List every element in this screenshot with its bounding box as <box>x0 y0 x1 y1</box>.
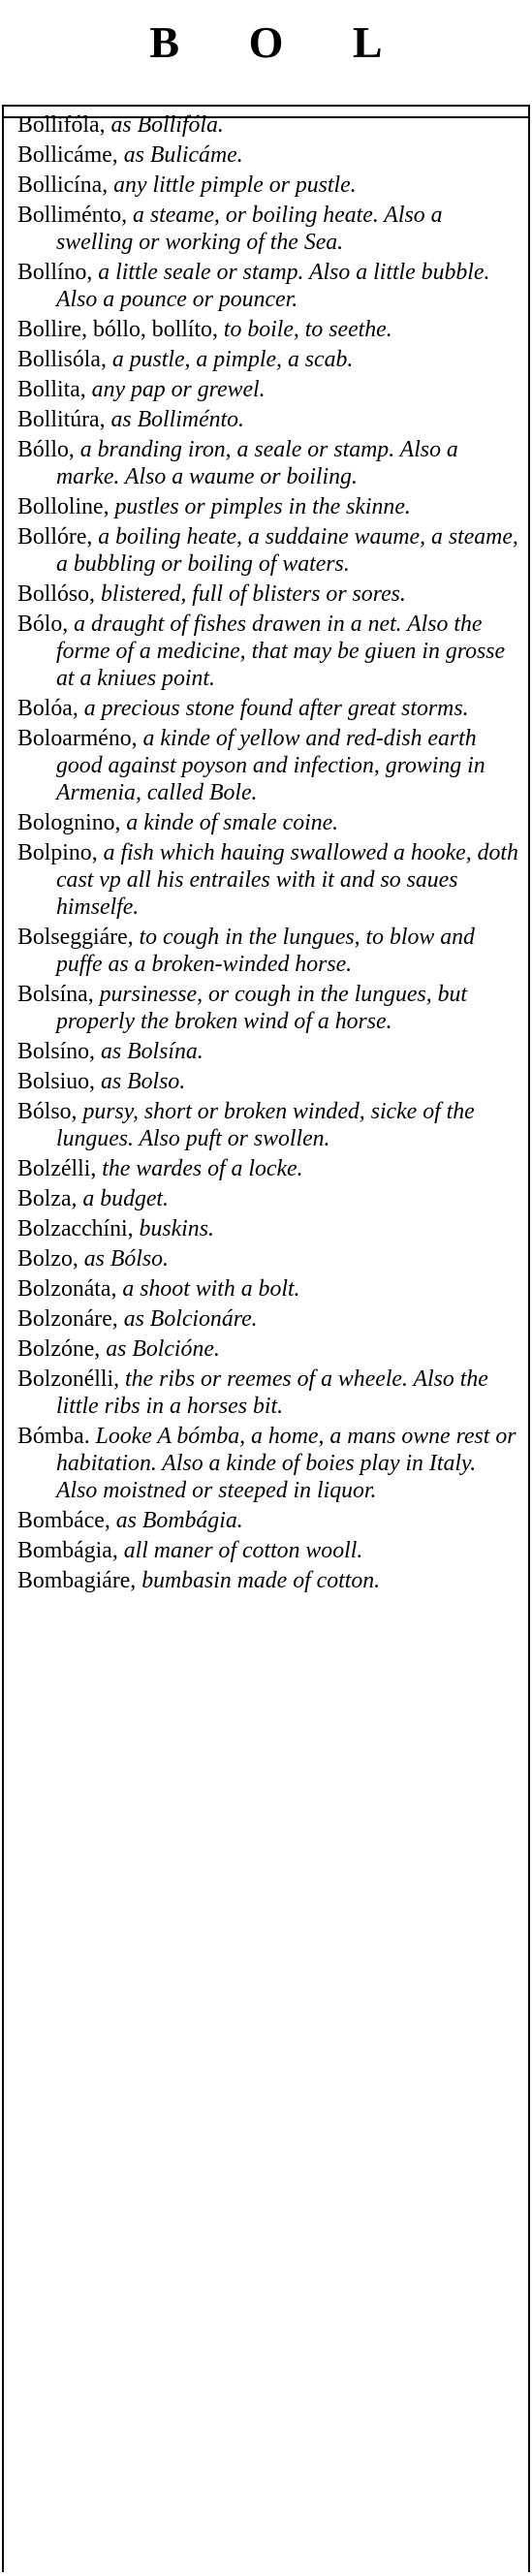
entry-definition: a shoot with a bolt. <box>116 1276 300 1302</box>
entry-definition: all maner of cotton wooll. <box>117 1538 363 1563</box>
entry-headword: Bollisóla, <box>17 347 107 372</box>
entry-headword: Bombágia, <box>17 1538 118 1563</box>
entry-headword: Bollóso, <box>17 581 96 607</box>
entry-definition: a pustle, a pimple, a scab. <box>106 347 354 372</box>
entry-definition: to cough in the lungues, to blow and puffe as a broken-winded horse. <box>56 925 475 977</box>
entry-headword: Bolzélli, <box>17 1156 97 1181</box>
dictionary-entry <box>17 695 518 722</box>
dictionary-entry <box>17 981 518 1035</box>
dictionary-entry <box>17 1305 518 1333</box>
entry-headword: Boloarméno, <box>17 726 138 751</box>
entry-headword: Bolliménto, <box>17 203 128 228</box>
dictionary-entry <box>17 1215 518 1242</box>
dictionary-entry <box>17 1038 518 1065</box>
entry-definition: pustles or pimples in the skinne. <box>109 494 411 519</box>
entry-headword: Bollitúra, <box>17 407 106 432</box>
dictionary-entry <box>17 376 518 403</box>
dictionary-entry <box>17 259 518 313</box>
entry-definition: as Bombágia. <box>110 1508 243 1533</box>
entry-headword: Bollicína, <box>17 173 109 198</box>
dictionary-entry <box>17 611 518 692</box>
entry-headword: Bolsíno, <box>17 1039 96 1064</box>
entry-headword: Bolzóne, <box>17 1336 101 1362</box>
entry-definition: as Bollifóla. <box>105 112 224 138</box>
entry-definition: as Bólso. <box>78 1246 170 1272</box>
entry-headword: Bolóa, <box>17 696 78 721</box>
entry-headword: Bollire, bóllo, bollíto, <box>17 317 218 342</box>
dictionary-entry <box>17 436 518 490</box>
dictionary-entry <box>17 346 518 373</box>
entry-headword: Bollóre, <box>17 524 93 550</box>
entry-definition: to boile, to seethe. <box>217 317 392 342</box>
entry-headword: Bollíno, <box>17 260 93 285</box>
dictionary-entry <box>17 1366 518 1420</box>
entry-definition: a steame, or boiling heate. Also a swelling or working of the Sea. <box>56 203 443 255</box>
entry-headword: Bolsína, <box>17 982 94 1007</box>
entry-definition: a kinde of yellow and red-dish earth good against poyson and infection, growing in Armenia, called Bole. <box>56 726 485 805</box>
dictionary-entry <box>17 523 518 578</box>
dictionary-entry <box>17 1185 518 1212</box>
entry-definition: a precious stone found after great storms. <box>78 696 469 721</box>
entry-definition: buskins. <box>133 1216 214 1241</box>
entry-definition: as Bolso. <box>95 1069 186 1094</box>
entry-headword: Bollifóla, <box>17 112 106 138</box>
entry-headword: Bollita, <box>17 377 86 402</box>
dictionary-entry <box>17 493 518 520</box>
entry-definition: as Bolcionáre. <box>117 1306 258 1332</box>
entry-definition: bumbasin made of cotton. <box>136 1568 381 1593</box>
dictionary-entry <box>17 202 518 256</box>
dictionary-entry <box>17 725 518 806</box>
entry-definition: the wardes of a locke. <box>96 1156 303 1181</box>
entry-definition: Looke A bómba, a home, a mans owne rest or habitation. Also a kinde of boies play in Italy. Also moistned or steeped in liquor. <box>56 1424 516 1503</box>
entry-headword: Bólso, <box>17 1099 78 1124</box>
entry-headword: Bolognino, <box>17 810 121 835</box>
dictionary-entry <box>17 1245 518 1272</box>
dictionary-entry <box>17 1567 518 1594</box>
entry-headword: Bombáce, <box>17 1508 110 1533</box>
dictionary-entry <box>17 1423 518 1504</box>
dictionary-entry <box>17 809 518 836</box>
entry-definition: as Bolsína. <box>95 1039 203 1064</box>
entry-definition: as Bolcióne. <box>100 1336 220 1362</box>
entry-headword: Bolzonáre, <box>17 1306 118 1332</box>
entry-headword: Bolzonélli, <box>17 1367 120 1392</box>
entry-definition: a kinde of smale coine. <box>120 810 339 835</box>
dictionary-entry <box>17 1068 518 1095</box>
dictionary-entry <box>17 1537 518 1564</box>
entry-headword: Bolpino, <box>17 840 98 865</box>
entry-definition: a branding iron, a seale or stamp. Also a marke. Also a waume or boiling. <box>56 437 458 489</box>
entry-headword: Bolzo, <box>17 1246 78 1272</box>
entry-list <box>17 111 518 1597</box>
entry-headword: Bolsiuo, <box>17 1069 96 1094</box>
entry-headword: Bollicáme, <box>17 142 118 168</box>
entry-definition: the ribs or reemes of a wheele. Also the little ribs in a horses bit. <box>56 1367 488 1419</box>
dictionary-entry <box>17 924 518 978</box>
dictionary-entry <box>17 1335 518 1363</box>
entry-definition: a little seale or stamp. Also a little bubble. Also a pounce or pouncer. <box>56 260 490 312</box>
entry-definition: any pap or grewel. <box>85 377 266 402</box>
page-header <box>0 0 532 85</box>
entry-definition: a budget. <box>77 1186 169 1211</box>
entry-definition: a draught of fishes drawen in a net. Also the forme of a medicine, that may be giuen in grosse at a kniues point. <box>56 612 506 691</box>
entry-definition: pursy, short or broken winded, sicke of the lungues. Also puft or swollen. <box>56 1099 475 1151</box>
header-title: B O L <box>149 17 412 67</box>
dictionary-entry <box>17 316 518 343</box>
dictionary-entry <box>17 1155 518 1182</box>
entry-headword: Bolzonáta, <box>17 1276 117 1302</box>
entry-definition: as Bulicáme. <box>117 142 243 168</box>
dictionary-entry <box>17 1098 518 1152</box>
entry-definition: a boiling heate, a suddaine waume, a steame, a bubbling or boiling of waters. <box>56 524 518 577</box>
entry-definition: pursinesse, or cough in the lungues, but properly the broken wind of a horse. <box>56 982 468 1034</box>
entry-headword: Bolseggiáre, <box>17 925 134 950</box>
dictionary-entry <box>17 581 518 608</box>
dictionary-entry <box>17 172 518 199</box>
entry-headword: Bóllo, <box>17 437 75 462</box>
entry-headword: Bómba. <box>17 1424 90 1449</box>
dictionary-entry <box>17 1275 518 1303</box>
entry-headword: Bombagiáre, <box>17 1568 137 1593</box>
dictionary-entry <box>17 111 518 139</box>
dictionary-entry <box>17 406 518 433</box>
entry-definition: blistered, full of blisters or sores. <box>95 581 406 607</box>
entry-definition: as Bolliménto. <box>105 407 244 432</box>
entry-headword: Bólo, <box>17 612 69 637</box>
dictionary-entry <box>17 1507 518 1534</box>
entry-headword: Bolzacchíni, <box>17 1216 134 1241</box>
entry-definition: any little pimple or pustle. <box>108 173 357 198</box>
entry-definition: a fish which hauing swallowed a hooke, doth cast vp all his entrailes with it and so saues himselfe. <box>56 840 518 920</box>
entry-headword: Bolza, <box>17 1186 78 1211</box>
dictionary-entry <box>17 839 518 921</box>
dictionary-entry <box>17 141 518 169</box>
entry-headword: Bolloline, <box>17 494 110 519</box>
